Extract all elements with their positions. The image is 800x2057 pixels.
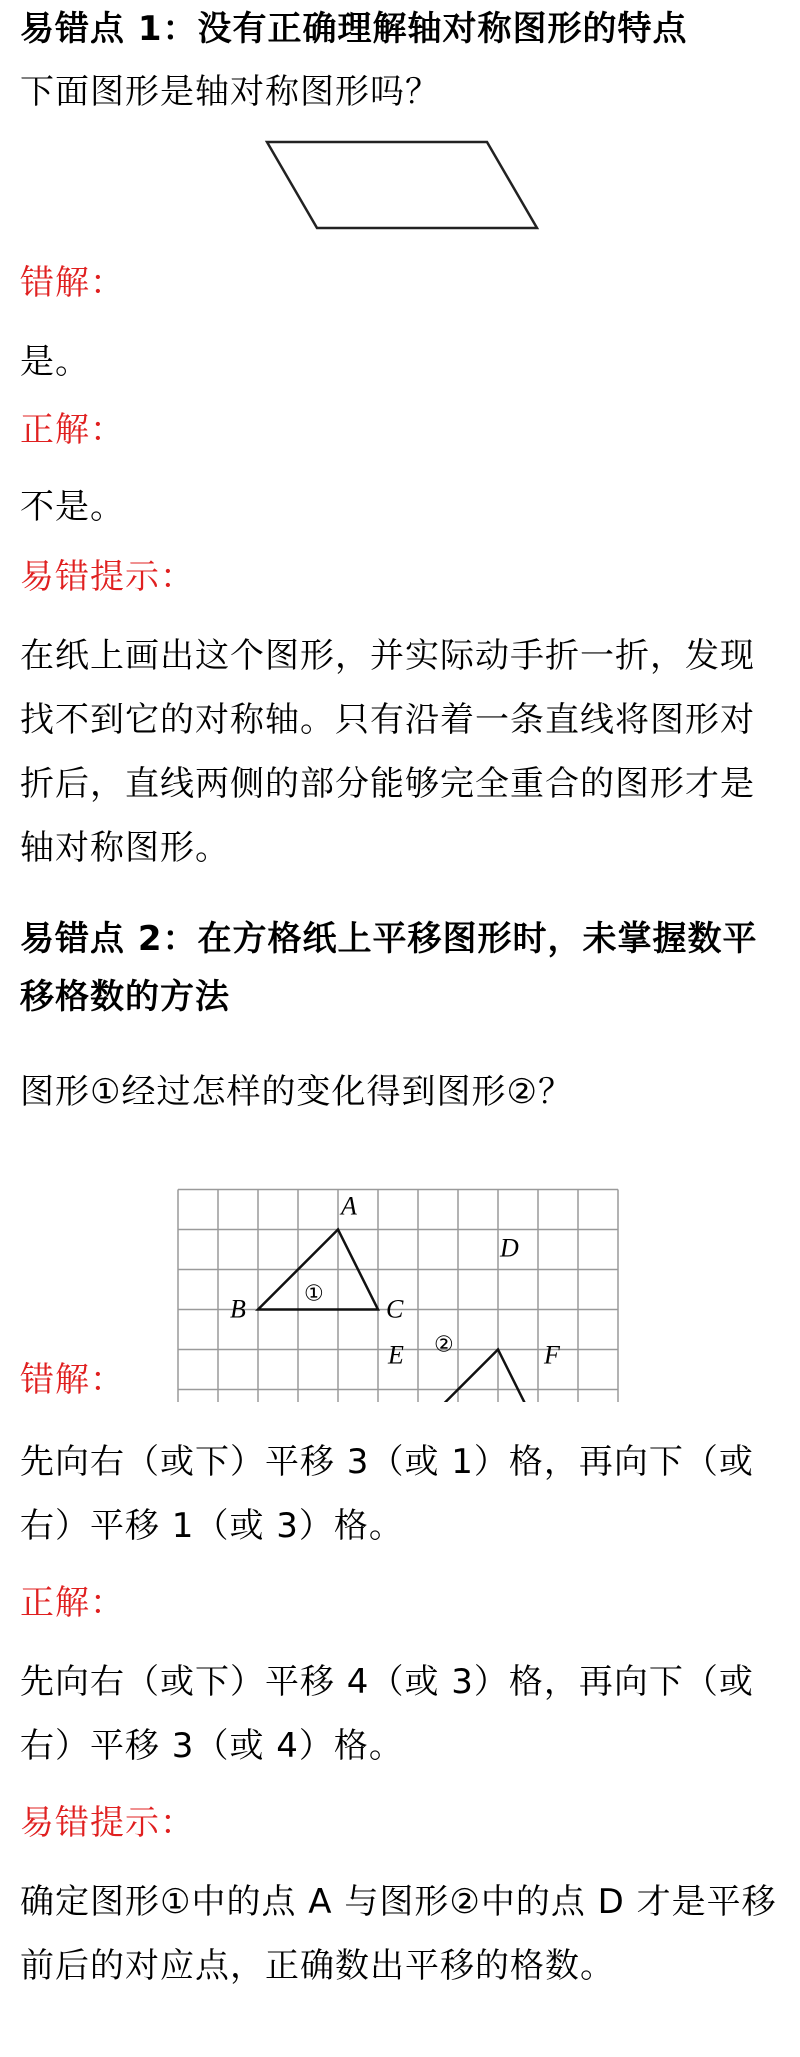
section2-tip-label: 易错提示：: [20, 1803, 195, 1843]
point-c-label: C: [386, 1294, 404, 1324]
section2-right-label: 正解：: [20, 1583, 125, 1623]
section1-tip-text: 在纸上画出这个图形，并实际动手折一折，发现找不到它的对称轴。只有沿着一条直线将图形对折后，直线两侧的部分能够完全重合的图形才是轴对称图形。: [20, 636, 755, 868]
section2-right-answer: 先向右（或下）平移 4（或 3）格，再向下（或右）平移 3（或 4）格。: [20, 1662, 754, 1766]
point-d-label: D: [500, 1233, 519, 1263]
triangle-1-label: ①: [304, 1280, 324, 1306]
parallelogram-shape: [267, 142, 537, 228]
parallelogram-figure: [255, 138, 555, 238]
section2-tip-text: 确定图形①中的点 A 与图形②中的点 D 才是平移前后的对应点，正确数出平移的格数。: [20, 1882, 777, 1986]
point-f-label: F: [544, 1340, 560, 1370]
section1-right-label: 正解：: [20, 410, 125, 450]
section2-wrong-label: 错解：: [20, 1360, 125, 1400]
section1-tip-label: 易错提示：: [20, 557, 195, 597]
section1-question: 下面图形是轴对称图形吗？: [20, 72, 440, 112]
point-e-label: E: [388, 1340, 404, 1370]
section2-question: 图形①经过怎样的变化得到图形②？: [20, 1072, 573, 1112]
section1-heading: 易错点 1：没有正确理解轴对称图形的特点: [20, 9, 688, 49]
point-a-label: A: [341, 1191, 357, 1221]
section1-right-answer: 不是。: [20, 487, 125, 527]
point-b-label: B: [230, 1294, 246, 1324]
triangle-2-label: ②: [434, 1331, 454, 1357]
section1-wrong-answer: 是。: [20, 342, 90, 382]
section2-wrong-answer: 先向右（或下）平移 3（或 1）格，再向下（或右）平移 1（或 3）格。: [20, 1442, 754, 1546]
section2-heading: 易错点 2：在方格纸上平移图形时，未掌握数平移格数的方法: [20, 919, 758, 1017]
section1-wrong-label: 错解：: [20, 263, 125, 303]
